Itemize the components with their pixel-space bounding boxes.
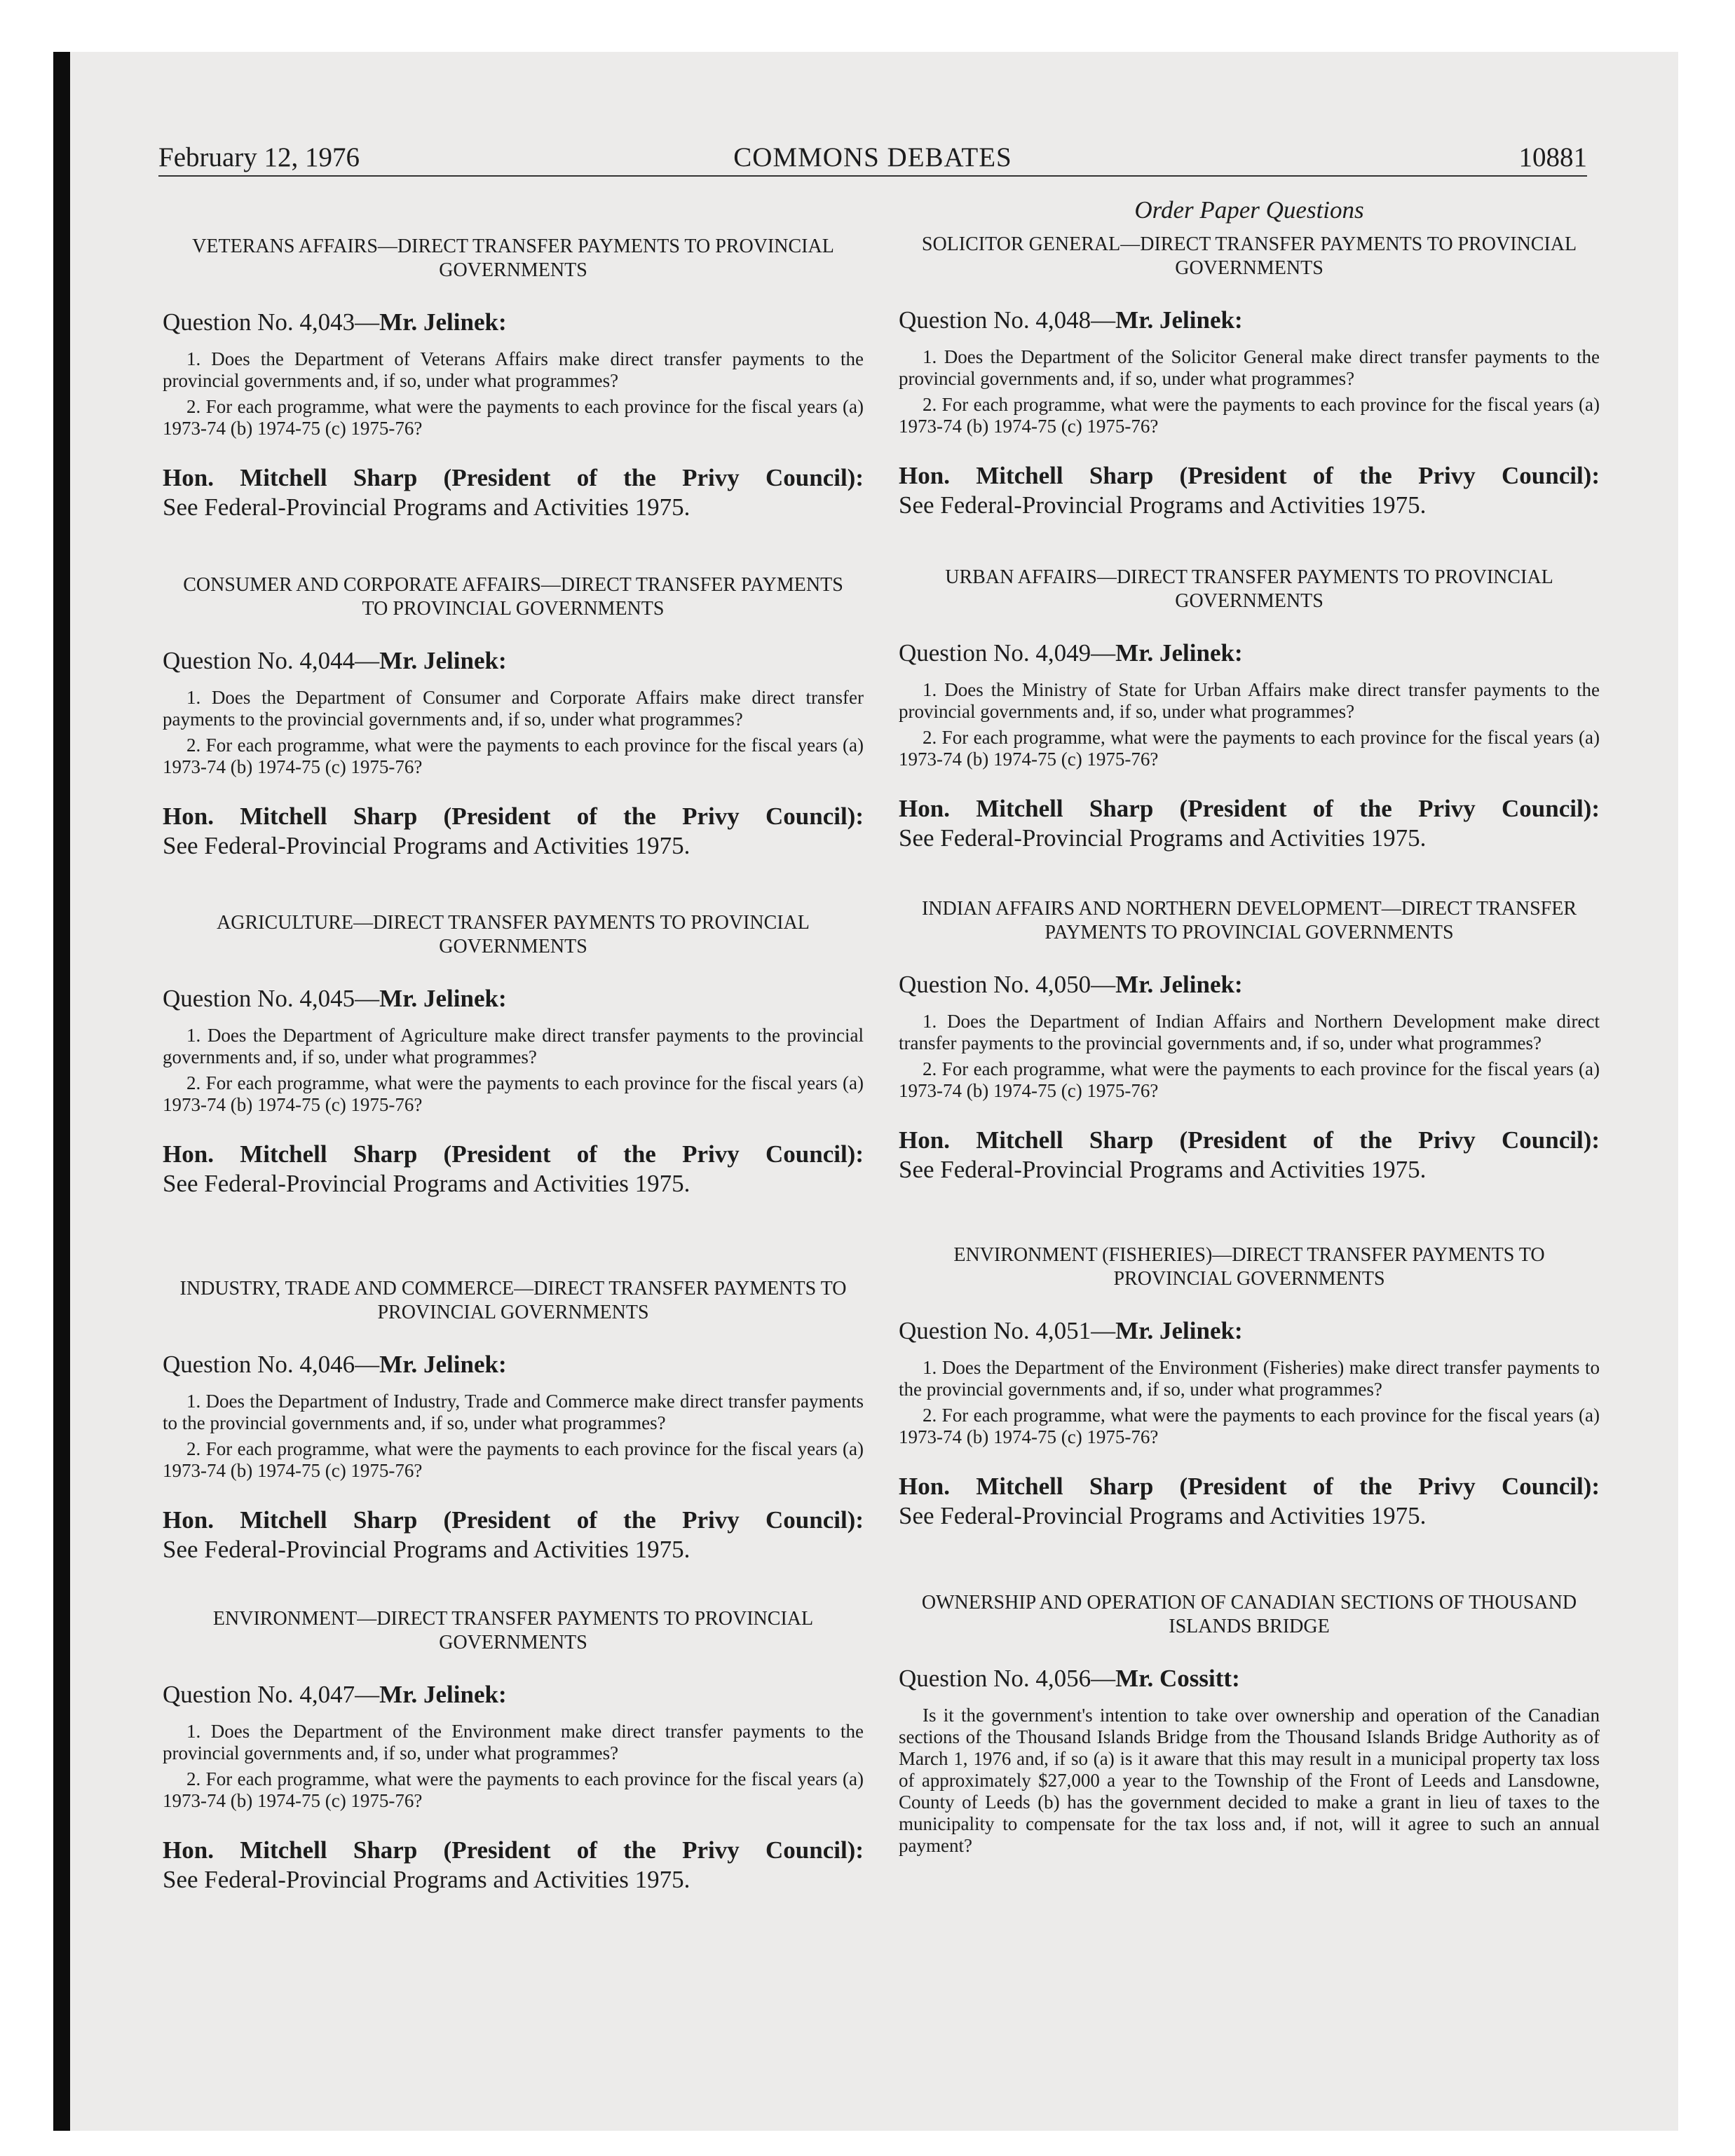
answer-reply: See Federal-Provincial Programs and Activities 1975. xyxy=(163,1170,690,1197)
answer-speaker: Hon. Mitchell Sharp (President of the Privy Council): xyxy=(163,1836,864,1864)
binding-edge xyxy=(53,52,70,2131)
member-name: Mr. Jelinek: xyxy=(379,1351,507,1378)
answer xyxy=(163,463,864,522)
question-paragraph: Is it the government's intention to take over ownership and operation of the Canadian sections of the Thousand Islands Bridge from the Thousand Islands Bridge Authority as of March 1, 1976 and, if so (a) is it aware that this may result in a municipal property tax loss of approximately $27,000 a year to the Township of the Front of Leeds and Lansdowne, County of Leeds (b) has the government decided to make a grant in lieu of taxes to the municipality to compensate for the tax loss and, if not, will it agree to such an annual payment? xyxy=(899,1705,1600,1856)
question-paragraph: 1. Does the Department of Industry, Trade and Commerce make direct transfer payments to the provincial governments and, if so, under what programmes? xyxy=(163,1391,864,1433)
member-name: Mr. Jelinek: xyxy=(379,1681,507,1708)
answer-speaker: Hon. Mitchell Sharp (President of the Privy Council): xyxy=(163,1506,864,1534)
question-paragraph: 2. For each programme, what were the payments to each province for the fiscal years (a) 1973-74 (b) 1974-75 (c) 1975-76? xyxy=(163,1072,864,1115)
question-line xyxy=(163,1680,864,1710)
answer xyxy=(899,1126,1600,1185)
answer-speaker: Hon. Mitchell Sharp (President of the Privy Council): xyxy=(163,1140,864,1168)
entry-title: CONSUMER AND CORPORATE AFFAIRS—DIRECT TRANSFER PAYMENTS TO PROVINCIAL GOVERNMENTS xyxy=(183,574,843,620)
answer-speaker: Hon. Mitchell Sharp (President of the Privy Council): xyxy=(899,1473,1600,1500)
question-entry xyxy=(163,235,864,522)
page-date: February 12, 1976 xyxy=(158,142,360,172)
question-paragraph: 1. Does the Department of the Environment (Fisheries) make direct transfer payments to the provincial governments and, if so, under what programmes? xyxy=(899,1357,1600,1400)
question-paragraph: 1. Does the Department of Agriculture make direct transfer payments to the provincial governments and, if so, under what programmes? xyxy=(163,1025,864,1067)
entry-title: URBAN AFFAIRS—DIRECT TRANSFER PAYMENTS TO PROVINCIAL GOVERNMENTS xyxy=(945,566,1553,612)
question-line xyxy=(163,646,864,676)
question-paragraph: 2. For each programme, what were the payments to each province for the fiscal years (a) 1973-74 (b) 1974-75 (c) 1975-76? xyxy=(163,396,864,439)
answer xyxy=(163,1506,864,1564)
answer xyxy=(163,1836,864,1895)
question-paragraph: 2. For each programme, what were the payments to each province for the fiscal years (a) 1973-74 (b) 1974-75 (c) 1975-76? xyxy=(163,1768,864,1811)
question-entry xyxy=(899,1591,1600,1861)
question-paragraph: 2. For each programme, what were the payments to each province for the fiscal years (a) 1973-74 (b) 1974-75 (c) 1975-76? xyxy=(899,727,1600,770)
member-name: Mr. Jelinek: xyxy=(1115,971,1243,998)
entry-title: SOLICITOR GENERAL—DIRECT TRANSFER PAYMENTS TO PROVINCIAL GOVERNMENTS xyxy=(921,233,1577,279)
entry-title: INDUSTRY, TRADE AND COMMERCE—DIRECT TRANSFER PAYMENTS TO PROVINCIAL GOVERNMENTS xyxy=(179,1278,847,1323)
question-paragraph: 1. Does the Department of Veterans Affairs make direct transfer payments to the provincial governments and, if so, under what programmes? xyxy=(163,348,864,391)
question-entry xyxy=(163,573,864,861)
question-line xyxy=(899,970,1600,999)
question-line xyxy=(899,639,1600,668)
running-head xyxy=(158,140,1587,175)
question-number: Question No. 4,048— xyxy=(899,306,1116,334)
member-name: Mr. Jelinek: xyxy=(379,308,507,336)
answer xyxy=(899,794,1600,853)
answer-speaker: Hon. Mitchell Sharp (President of the Privy Council): xyxy=(899,1126,1600,1154)
answer xyxy=(899,1472,1600,1531)
answer-reply: See Federal-Provincial Programs and Activities 1975. xyxy=(899,491,1427,519)
question-line xyxy=(163,308,864,337)
answer xyxy=(899,461,1600,520)
question-entry xyxy=(899,897,1600,1185)
question-line xyxy=(899,1664,1600,1693)
question-paragraph: 2. For each programme, what were the payments to each province for the fiscal years (a) 1973-74 (b) 1974-75 (c) 1975-76? xyxy=(163,735,864,777)
member-name: Mr. Jelinek: xyxy=(379,647,507,674)
member-name: Mr. Jelinek: xyxy=(1115,306,1243,334)
entry-title: ENVIRONMENT (FISHERIES)—DIRECT TRANSFER PAYMENTS TO PROVINCIAL GOVERNMENTS xyxy=(953,1244,1545,1290)
member-name: Mr. Jelinek: xyxy=(1115,1317,1243,1344)
question-entry xyxy=(163,1607,864,1895)
question-entry xyxy=(163,911,864,1199)
header-rule xyxy=(158,175,1587,177)
question-number: Question No. 4,044— xyxy=(163,647,380,674)
question-line xyxy=(163,984,864,1014)
answer-speaker: Hon. Mitchell Sharp (President of the Privy Council): xyxy=(163,803,864,830)
question-entry xyxy=(899,233,1600,520)
answer xyxy=(163,1140,864,1199)
journal-title: COMMONS DEBATES xyxy=(733,142,1012,172)
answer-reply: See Federal-Provincial Programs and Activities 1975. xyxy=(899,1156,1427,1183)
member-name: Mr. Cossitt: xyxy=(1115,1665,1240,1692)
question-paragraph: 1. Does the Ministry of State for Urban Affairs make direct transfer payments to the provincial governments and, if so, under what programmes? xyxy=(899,679,1600,722)
answer-reply: See Federal-Provincial Programs and Activities 1975. xyxy=(163,832,690,859)
member-name: Mr. Jelinek: xyxy=(1115,639,1243,667)
answer xyxy=(163,802,864,861)
answer-speaker: Hon. Mitchell Sharp (President of the Privy Council): xyxy=(899,462,1600,489)
question-paragraph: 1. Does the Department of the Solicitor General make direct transfer payments to the provincial governments and, if so, under what programmes? xyxy=(899,346,1600,389)
entry-title: INDIAN AFFAIRS AND NORTHERN DEVELOPMENT—DIRECT TRANSFER PAYMENTS TO PROVINCIAL GOVERNMENTS xyxy=(921,898,1577,943)
question-paragraph: 2. For each programme, what were the payments to each province for the fiscal years (a) 1973-74 (b) 1974-75 (c) 1975-76? xyxy=(899,1405,1600,1447)
answer-reply: See Federal-Provincial Programs and Activities 1975. xyxy=(163,1866,690,1893)
question-number: Question No. 4,046— xyxy=(163,1351,380,1378)
question-entry xyxy=(899,566,1600,853)
question-number: Question No. 4,049— xyxy=(899,639,1116,667)
question-number: Question No. 4,051— xyxy=(899,1317,1116,1344)
question-number: Question No. 4,043— xyxy=(163,308,380,336)
question-paragraph: 2. For each programme, what were the payments to each province for the fiscal years (a) 1973-74 (b) 1974-75 (c) 1975-76? xyxy=(899,394,1600,437)
answer-speaker: Hon. Mitchell Sharp (President of the Privy Council): xyxy=(163,464,864,491)
page-number: 10881 xyxy=(1518,142,1587,172)
question-paragraph: 2. For each programme, what were the payments to each province for the fiscal years (a) 1973-74 (b) 1974-75 (c) 1975-76? xyxy=(163,1438,864,1481)
answer-reply: See Federal-Provincial Programs and Activities 1975. xyxy=(163,1536,690,1563)
question-paragraph: 1. Does the Department of Indian Affairs and Northern Development make direct transfer payments to the provincial governments and, if so, under what programmes? xyxy=(899,1011,1600,1053)
member-name: Mr. Jelinek: xyxy=(379,985,507,1012)
entry-title: OWNERSHIP AND OPERATION OF CANADIAN SECTIONS OF THOUSAND ISLANDS BRIDGE xyxy=(921,1592,1577,1637)
question-entry xyxy=(899,1243,1600,1531)
answer-speaker: Hon. Mitchell Sharp (President of the Privy Council): xyxy=(899,795,1600,822)
question-paragraph: 1. Does the Department of Consumer and Corporate Affairs make direct transfer payments to the provincial governments and, if so, under what programmes? xyxy=(163,687,864,730)
question-line xyxy=(899,1316,1600,1346)
entry-title: ENVIRONMENT—DIRECT TRANSFER PAYMENTS TO PROVINCIAL GOVERNMENTS xyxy=(212,1608,814,1653)
question-paragraph: 2. For each programme, what were the payments to each province for the fiscal years (a) 1973-74 (b) 1974-75 (c) 1975-76? xyxy=(899,1058,1600,1101)
answer-reply: See Federal-Provincial Programs and Activities 1975. xyxy=(899,824,1427,852)
question-line xyxy=(899,306,1600,335)
question-number: Question No. 4,056— xyxy=(899,1665,1116,1692)
entry-title: VETERANS AFFAIRS—DIRECT TRANSFER PAYMENTS TO PROVINCIAL GOVERNMENTS xyxy=(192,236,834,281)
section-heading: Order Paper Questions xyxy=(1134,196,1364,224)
question-number: Question No. 4,047— xyxy=(163,1681,380,1708)
question-paragraph: 1. Does the Department of the Environment make direct transfer payments to the provincial governments and, if so, under what programmes? xyxy=(163,1721,864,1763)
answer-reply: See Federal-Provincial Programs and Activities 1975. xyxy=(899,1502,1427,1529)
question-number: Question No. 4,050— xyxy=(899,971,1116,998)
entry-title: AGRICULTURE—DIRECT TRANSFER PAYMENTS TO PROVINCIAL GOVERNMENTS xyxy=(217,912,810,957)
question-entry xyxy=(163,1277,864,1564)
question-number: Question No. 4,045— xyxy=(163,985,380,1012)
answer-reply: See Federal-Provincial Programs and Activities 1975. xyxy=(163,493,690,521)
question-line xyxy=(163,1350,864,1379)
